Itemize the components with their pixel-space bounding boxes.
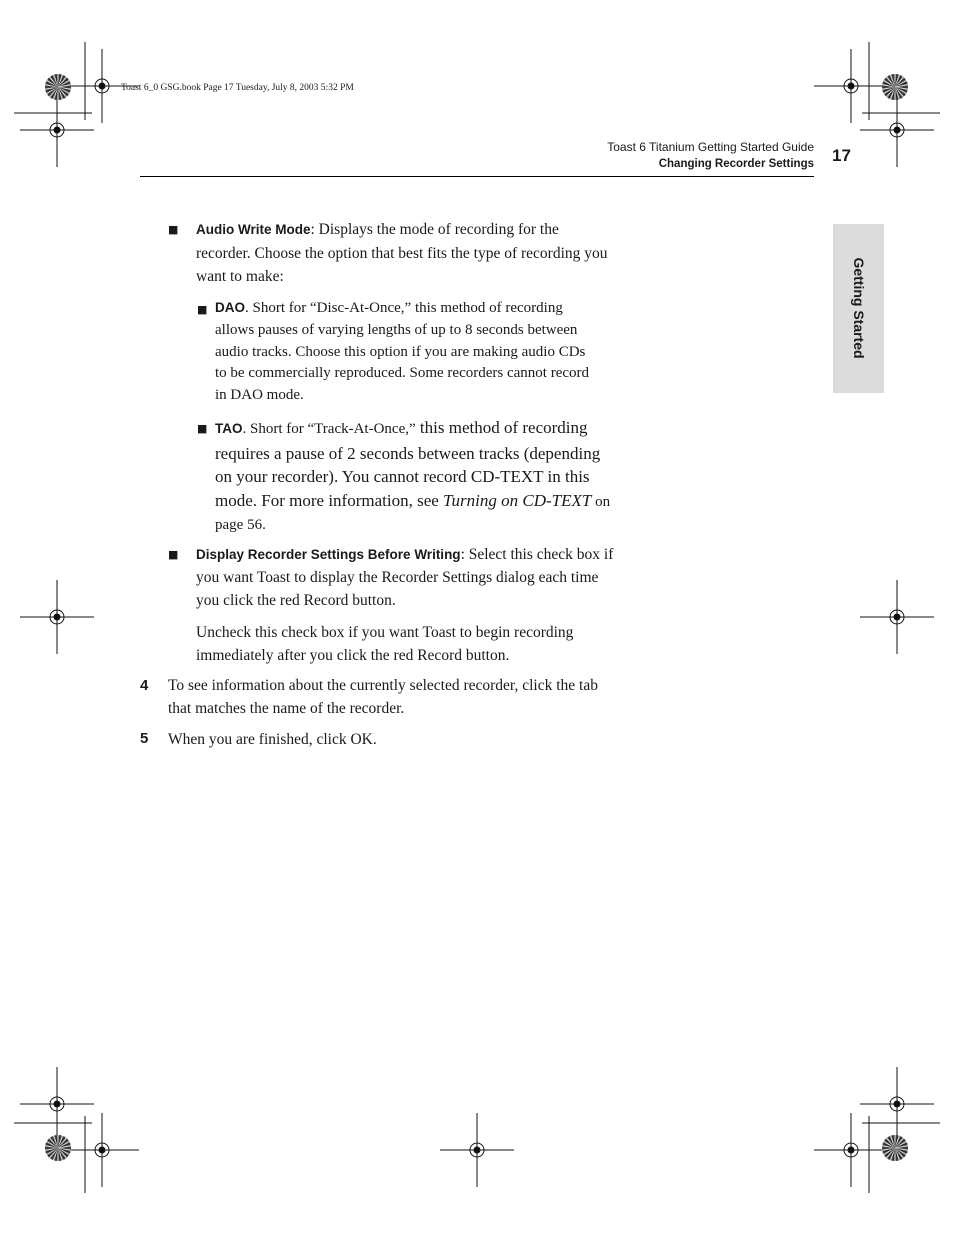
text-line: immediately after you click the red Record button. <box>196 646 510 664</box>
bullet-icon: ■ <box>197 422 208 435</box>
text-line: this method of recording <box>415 418 588 437</box>
step-number: 4 <box>140 677 149 694</box>
text-line: in DAO mode. <box>215 387 304 404</box>
cross-reference-link[interactable]: Turning on CD-TEXT <box>443 490 592 510</box>
registration-mark-icon <box>860 580 934 654</box>
text-line: audio tracks. Choose this option if you are making audio CDs <box>215 343 586 360</box>
registration-mark-icon <box>860 93 934 167</box>
starburst-target-icon <box>882 74 908 100</box>
running-header-title: Toast 6 Titanium Getting Started Guide <box>607 140 814 154</box>
text-line: mode. For more information, see <box>215 490 444 510</box>
text-line: on your recorder). You cannot record CD-TEXT in this <box>215 467 590 487</box>
starburst-target-icon <box>45 74 71 100</box>
text-line: want to make: <box>196 268 284 285</box>
header-rule <box>140 176 814 177</box>
starburst-target-icon <box>882 1135 908 1161</box>
dao-label: DAO <box>215 300 245 315</box>
registration-mark-icon <box>20 580 94 654</box>
text-line: . Short for “Track-At-Once,” <box>242 421 416 437</box>
registration-mark-icon <box>20 1067 94 1141</box>
registration-mark-icon <box>814 1113 888 1187</box>
bullet-icon: ■ <box>168 548 179 561</box>
chapter-side-tab <box>833 224 884 393</box>
starburst-target-icon <box>45 1135 71 1161</box>
text-line: you click the red Record button. <box>196 592 396 610</box>
dao-item <box>215 297 655 407</box>
text-line: requires a pause of 2 seconds between tracks (depending <box>215 443 601 463</box>
text-line: to be commercially reproduced. Some recorders cannot record <box>215 365 590 382</box>
audio-write-mode-label: Audio Write Mode <box>196 222 311 237</box>
tao-label: TAO <box>215 421 243 436</box>
bullet-icon: ■ <box>168 223 179 236</box>
step-4-text <box>168 675 658 720</box>
text-line: recorder. Choose the option that best fits the type of recording you <box>196 244 608 262</box>
registration-mark-icon <box>814 49 888 123</box>
page-number: 17 <box>832 146 851 165</box>
text-line: To see information about the currently selected recorder, click the tab <box>168 677 598 694</box>
text-line: that matches the name of the recorder. <box>168 699 405 717</box>
step-number: 5 <box>140 730 149 747</box>
registration-mark-icon <box>20 93 94 167</box>
text-line: When you are finished, click OK. <box>168 731 377 748</box>
text-line: : Displays the mode of recording for the <box>310 221 559 238</box>
text-line: page 56. <box>215 517 266 534</box>
registration-mark-icon <box>860 1067 934 1141</box>
display-settings-label: Display Recorder Settings Before Writing <box>196 547 461 562</box>
text-line: on <box>591 493 611 510</box>
uncheck-paragraph <box>196 622 656 668</box>
tao-item <box>215 416 655 538</box>
text-line: you want Toast to display the Recorder Settings dialog each time <box>196 569 599 587</box>
display-settings-item <box>196 543 656 613</box>
text-line: . Short for “Disc-At-Once,” this method of recording <box>245 300 563 316</box>
text-line: : Select this check box if <box>460 546 614 563</box>
audio-write-mode-item <box>196 218 656 289</box>
slug-line: Toast 6_0 GSG.book Page 17 Tuesday, July 8, 2003 5:32 PM <box>121 83 354 93</box>
text-line: Uncheck this check box if you want Toast to begin recording <box>196 624 574 641</box>
chapter-side-tab-label: Getting Started <box>850 257 867 359</box>
bullet-icon: ■ <box>197 303 208 316</box>
registration-mark-icon <box>440 1113 514 1187</box>
step-5-text <box>168 728 658 752</box>
text-line: allows pauses of varying lengths of up to 8 seconds between <box>215 321 578 338</box>
registration-mark-icon <box>65 1113 139 1187</box>
running-header-section: Changing Recorder Settings <box>658 158 814 170</box>
